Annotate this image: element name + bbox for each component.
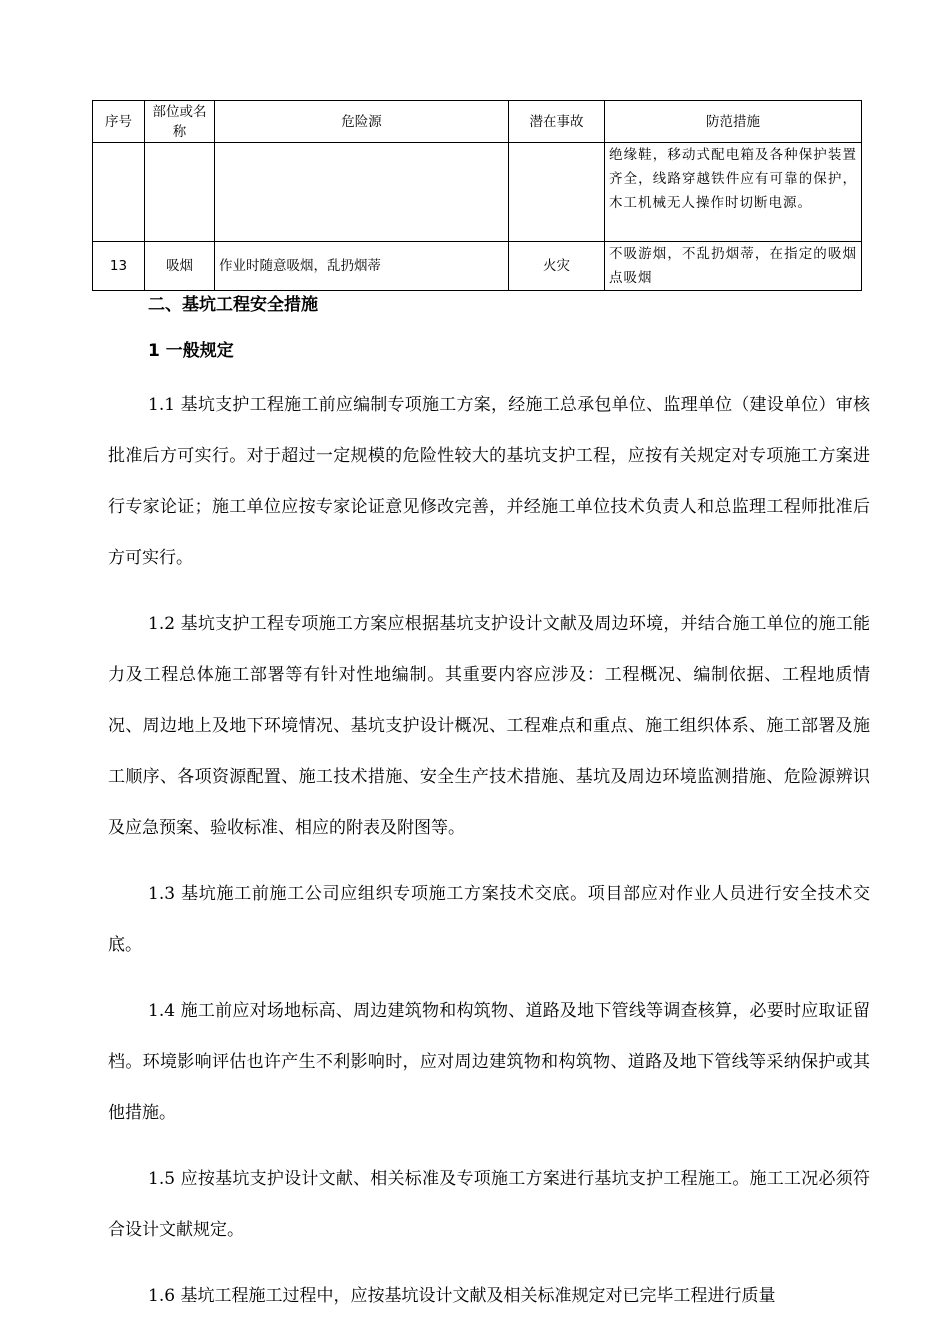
- cell-measures: 不吸游烟，不乱扔烟蒂，在指定的吸烟点吸烟: [605, 242, 862, 291]
- paragraph-1-1: 1.1 基坑支护工程施工前应编制专项施工方案，经施工总承包单位、监理单位（建设单位）审核批准后方可实行。对于超过一定规模的危险性较大的基坑支护工程，应按有关规定对专项施工方案进行专家论证；施工单位应按专家论证意见修改完善，并经施工单位技术负责人和总监理工程师批准后方可实行。: [108, 395, 870, 568]
- subsection-title: 1 一般规定: [148, 341, 234, 361]
- cell-measures: 绝缘鞋，移动式配电箱及各种保护装置齐全，线路穿越铁件应有可靠的保护，木工机械无人操作时切断电源。: [605, 143, 862, 242]
- cell-no: 13: [93, 242, 145, 291]
- table-header-row: [93, 101, 862, 143]
- section-title: 二、基坑工程安全措施: [148, 295, 318, 315]
- header-measures: 防范措施: [605, 101, 862, 143]
- header-accident: 潜在事故: [509, 101, 605, 143]
- paragraph-1-6: 1.6 基坑工程施工过程中，应按基坑设计文献及相关标准规定对已完毕工程进行质量: [148, 1286, 776, 1306]
- hazard-table: [92, 100, 862, 291]
- cell-hazard: 作业时随意吸烟，乱扔烟蒂: [215, 242, 509, 291]
- header-no: 序号: [93, 101, 145, 143]
- cell-accident: 火灾: [509, 242, 605, 291]
- cell-accident: [509, 143, 605, 242]
- paragraph-1-4: 1.4 施工前应对场地标高、周边建筑物和构筑物、道路及地下管线等调查核算，必要时应取证留档。环境影响评估也许产生不利影响时，应对周边建筑物和构筑物、道路及地下管线等采纳保护或其他措施。: [108, 1001, 870, 1123]
- table-row: [93, 242, 862, 291]
- paragraph-1-5: 1.5 应按基坑支护设计文献、相关标准及专项施工方案进行基坑支护工程施工。施工工况必须符合设计文献规定。: [108, 1169, 870, 1240]
- document-body: [108, 290, 870, 1322]
- cell-hazard: [215, 143, 509, 242]
- table-row: [93, 143, 862, 242]
- cell-part: 吸烟: [145, 242, 215, 291]
- cell-no: [93, 143, 145, 242]
- header-part: 部位或名称: [145, 101, 215, 143]
- cell-part: [145, 143, 215, 242]
- header-hazard: 危险源: [215, 101, 509, 143]
- paragraph-1-2: 1.2 基坑支护工程专项施工方案应根据基坑支护设计文献及周边环境，并结合施工单位的施工能力及工程总体施工部署等有针对性地编制。其重要内容应涉及：工程概况、编制依据、工程地质情况、周边地上及地下环境情况、基坑支护设计概况、工程难点和重点、施工组织体系、施工部署及施工顺序、各项资源配置、施工技术措施、安全生产技术措施、基坑及周边环境监测措施、危险源辨识及应急预案、验收标准、相应的附表及附图等。: [108, 614, 870, 838]
- paragraph-1-3: 1.3 基坑施工前施工公司应组织专项施工方案技术交底。项目部应对作业人员进行安全技术交底。: [108, 884, 870, 955]
